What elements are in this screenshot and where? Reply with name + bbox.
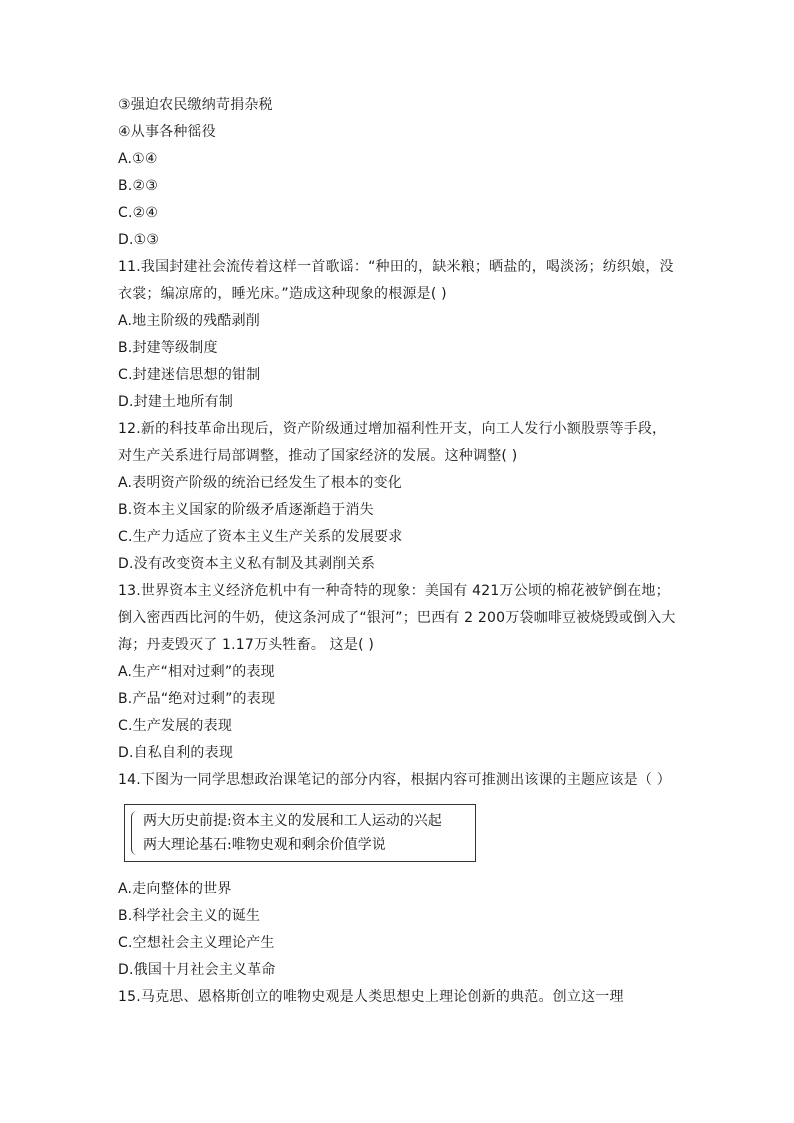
q12-stem: 12.新的科技革命出现后，资产阶级通过增加福利性开支，向工人发行小额股票等手段，对生产关系进行局部调整，推动了国家经济的发展。这种调整( ) [118,421,667,464]
q13-option-b: B.产品“绝对过剩”的表现 [118,691,276,707]
q11-option-a: A.地主阶级的残酷剥削 [118,313,260,329]
q10-item-4: ④从事各种徭役 [118,124,216,140]
brace-icon [131,811,140,855]
q14-option-d: D.俄国十月社会主义革命 [118,962,276,978]
q11-option-c: C.封建迷信思想的钳制 [118,367,261,383]
q12-option-a: A.表明资产阶级的统治已经发生了根本的变化 [118,475,402,491]
q12-option-c: C.生产力适应了资本主义生产关系的发展要求 [118,529,403,545]
q14-notes-line-1: 两大历史前提:资本主义的发展和工人运动的兴起 [143,813,442,829]
q10-option-a: A.①④ [118,151,158,167]
q11-stem: 11.我国封建社会流传着这样一首歌谣：“种田的，缺米粮；晒盐的，喝淡汤；纺织娘，没衣裳；编凉席的，睡光床。”造成这种现象的根源是( ) [118,259,674,302]
q10-option-c: C.②④ [118,205,159,221]
q13-option-d: D.自私自利的表现 [118,745,234,761]
q12-option-b: B.资本主义国家的阶级矛盾逐渐趋于消失 [118,502,374,518]
q14-option-b: B.科学社会主义的诞生 [118,908,261,924]
q13-option-c: C.生产发展的表现 [118,718,233,734]
q14-option-a: A.走向整体的世界 [118,881,232,897]
q13-option-a: A.生产“相对过剩”的表现 [118,664,275,680]
q10-item-3: ③强迫农民缴纳苛捐杂税 [118,97,273,113]
q13-stem: 13.世界资本主义经济危机中有一种奇特的现象：美国有 421万公顷的棉花被铲倒在地；倒入密西西比河的牛奶，使这条河成了“银河”；巴西有 2 200万袋咖啡豆被烧毁或倒入大海；丹麦毁灭了 1.17万头牲畜。 这是( ) [118,583,676,653]
q10-option-b: B.②③ [118,178,158,194]
q12-option-d: D.没有改变资本主义私有制及其剥削关系 [118,556,376,572]
q14-option-c: C.空想社会主义理论产生 [118,935,275,951]
q11-option-b: B.封建等级制度 [118,340,218,356]
q11-option-d: D.封建土地所有制 [118,394,234,410]
q15-stem: 15.马克思、恩格斯创立的唯物史观是人类思想史上理论创新的典范。创立这一理 [118,989,624,1005]
q10-option-d: D.①③ [118,232,160,248]
exam-page [118,92,678,1011]
q14-notes-line-2: 两大理论基石:唯物史观和剩余价值学说 [143,837,386,853]
q14-stem: 14.下图为一同学思想政治课笔记的部分内容，根据内容可推测出该课的主题应该是（ ） [118,772,671,788]
q14-notes-figure [124,804,476,862]
